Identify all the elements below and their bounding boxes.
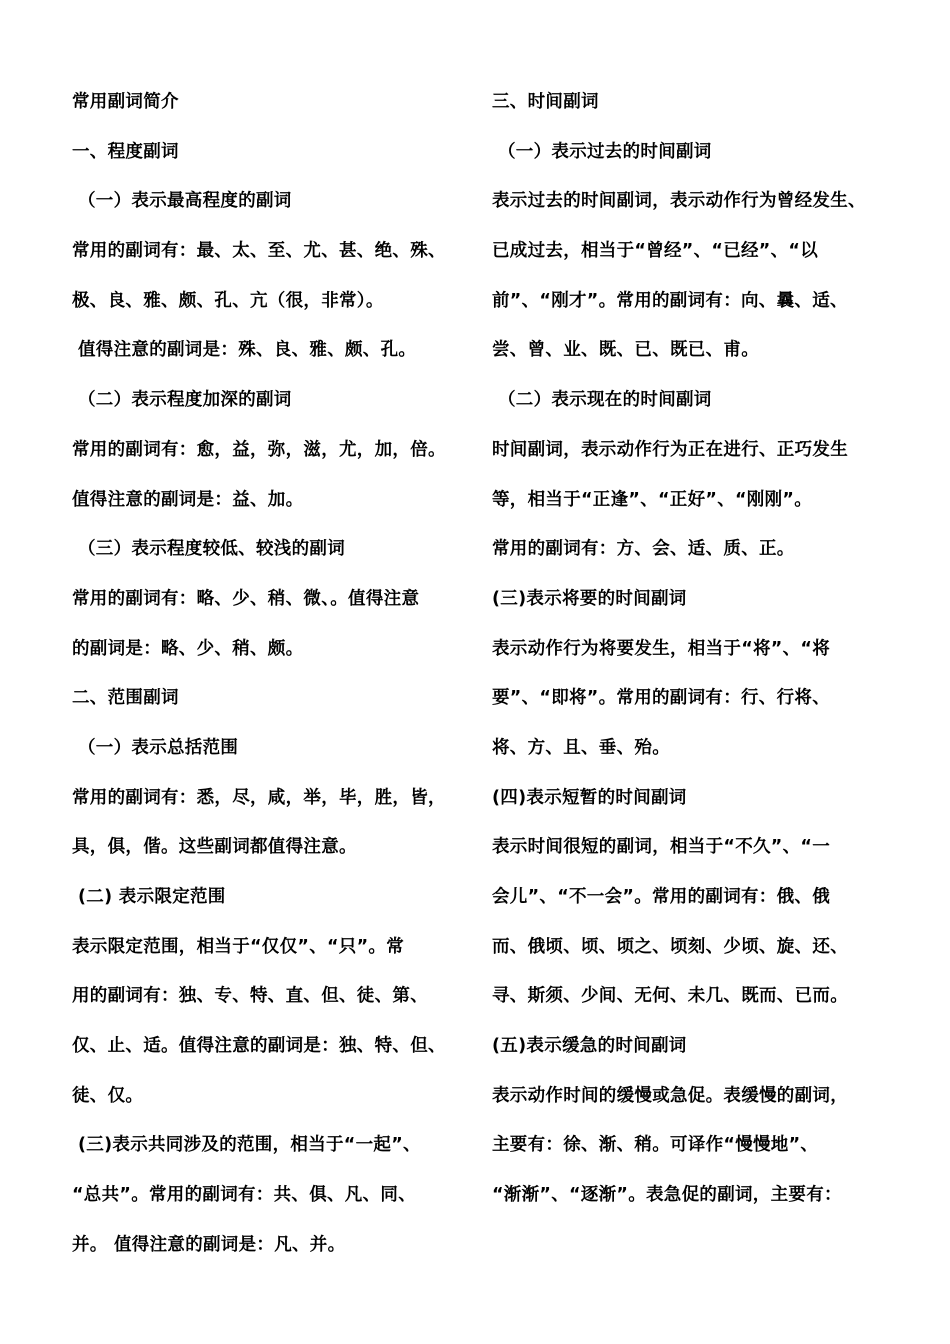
body-text-line: 极、良、雅、颇、孔、亢（很，非常）。	[72, 290, 384, 311]
subsection-heading: (五)表示缓急的时间副词	[492, 1036, 687, 1057]
body-text-line: 常用的副词有：愈，益，弥，滋，尤，加，倍。	[72, 439, 446, 460]
section-heading: 一、程度副词	[72, 141, 179, 162]
subsection-heading: （一）表示最高程度的副词	[78, 191, 292, 212]
subsection-heading: （一）表示过去的时间副词	[498, 141, 712, 162]
body-text-line: “渐渐”、“逐渐”。表急促的副词，主要有：	[492, 1185, 842, 1206]
body-text-line: 尝、曾、业、既、已、既已、甫。	[492, 340, 759, 361]
body-text-line: 表示时间很短的副词，相当于“不久”、“一	[492, 837, 831, 858]
right-column	[492, 78, 892, 1221]
body-text-line: 常用的副词有：悉，尽，咸，举，毕，胜，皆，	[72, 787, 446, 808]
section-heading: 二、范围副词	[72, 688, 179, 709]
body-text-line: 已成过去，相当于“曾经”、“已经”、“以	[492, 241, 819, 262]
subsection-heading: （二）表示程度加深的副词	[78, 390, 292, 411]
subsection-heading: (三)表示共同涉及的范围，相当于“一起”、	[78, 1135, 421, 1156]
body-text-line: 要”、“即将”。常用的副词有：行、行将、	[492, 688, 831, 709]
subsection-heading: （一）表示总括范围	[78, 737, 239, 758]
body-text-line: 常用的副词有：略、少、稍、微、。值得注意	[72, 588, 420, 609]
body-text-line: 仅、止、适。值得注意的副词是：独、特、但、	[72, 1036, 446, 1057]
subsection-heading: （三）表示程度较低、较浅的副词	[78, 539, 345, 560]
subsection-heading: (三)表示将要的时间副词	[492, 588, 687, 609]
body-text-line: 等，相当于“正逢”、“正好”、“刚刚”。	[492, 489, 813, 510]
body-text-line: 会儿”、“不一会”。常用的副词有：俄、俄	[492, 887, 831, 907]
subsection-heading: (二) 表示限定范围	[78, 887, 226, 907]
body-text-line: 具，俱，偕。这些副词都值得注意。	[72, 837, 357, 858]
body-text-line: 值得注意的副词是：益、加。	[72, 489, 304, 510]
body-text-line: 用的副词有：独、专、特、直、但、徒、第、	[72, 986, 428, 1007]
subsection-heading: (四)表示短暂的时间副词	[492, 787, 687, 808]
body-text-line: 而、俄顷、顷、顷之、顷刻、少顷、旋、还、	[492, 936, 848, 957]
body-text-line: 徒、仅。	[72, 1085, 144, 1106]
body-text-line: 并。 值得注意的副词是：凡、并。	[72, 1234, 346, 1255]
body-text-line: 值得注意的副词是：殊、良、雅、颇、孔。	[78, 340, 417, 361]
body-text-line: 表示限定范围，相当于“仅仅”、“只”。常	[72, 936, 405, 957]
body-text-line: 表示动作时间的缓慢或急促。表缓慢的副词，	[492, 1085, 848, 1106]
body-text-line: 将、方、且、垂、殆。	[492, 737, 670, 758]
body-text-line: 前”、“刚才”。常用的副词有：向、曩、适、	[492, 290, 848, 311]
left-column	[72, 78, 472, 1271]
body-text-line: “总共”。常用的副词有：共、俱、凡、同、	[72, 1185, 417, 1206]
document-title: 常用副词简介	[72, 92, 179, 112]
section-heading: 三、时间副词	[492, 92, 599, 112]
subsection-heading: （二）表示现在的时间副词	[498, 390, 712, 411]
body-text-line: 时间副词，表示动作行为正在进行、正巧发生	[492, 439, 848, 460]
body-text-line: 的副词是：略、少、稍、颇。	[72, 638, 304, 659]
body-text-line: 寻、斯须、少间、无何、未几、既而、已而。	[492, 986, 848, 1007]
body-text-line: 表示动作行为将要发生，相当于“将”、“将	[492, 638, 831, 659]
body-text-line: 表示过去的时间副词，表示动作行为曾经发生、	[492, 191, 866, 212]
body-text-line: 主要有：徐、渐、稍。可译作“慢慢地”、	[492, 1135, 819, 1156]
body-text-line: 常用的副词有：方、会、适、质、正。	[492, 539, 795, 560]
body-text-line: 常用的副词有：最、太、至、尤、甚、绝、殊、	[72, 241, 446, 262]
